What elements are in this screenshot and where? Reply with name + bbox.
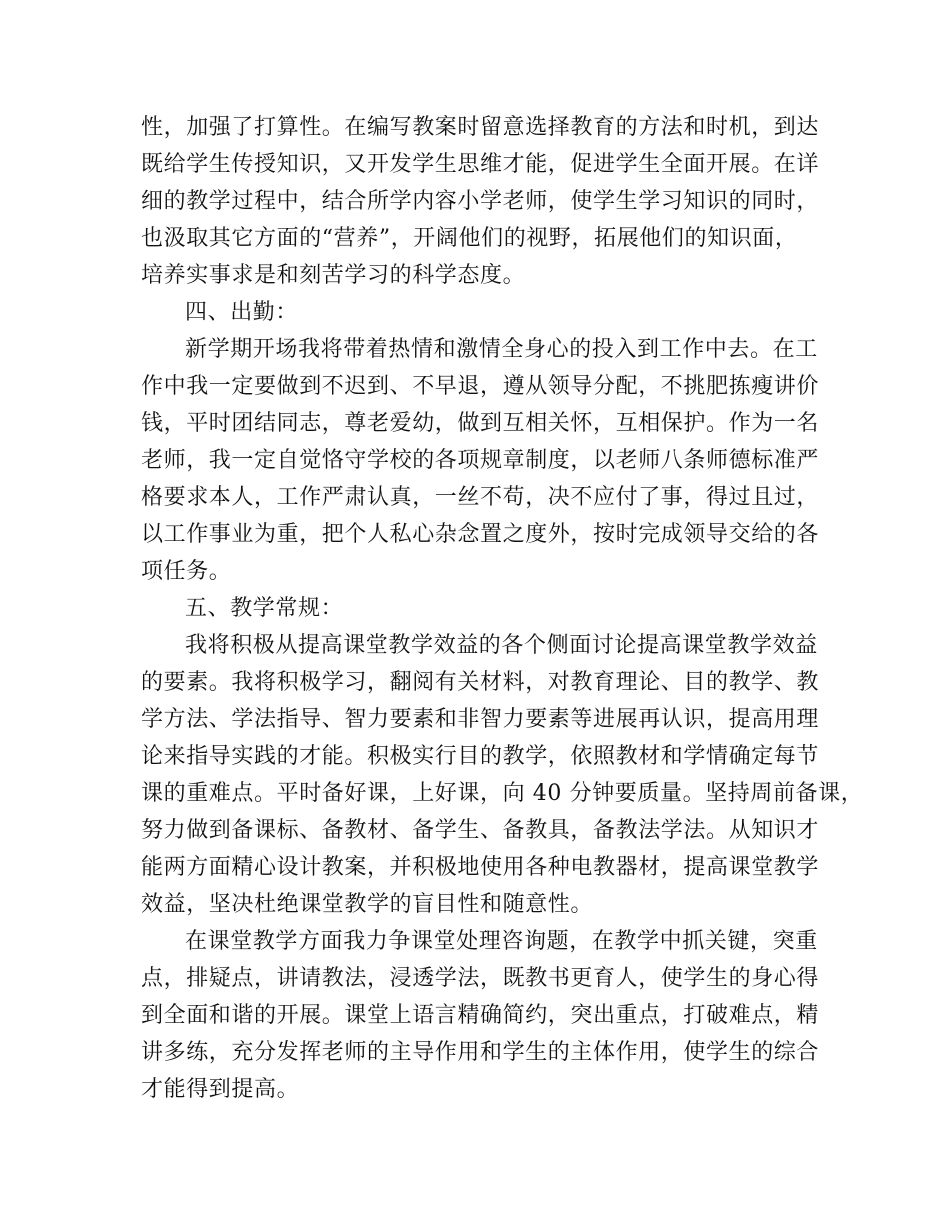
text-line: 以工作事业为重，把个人私心杂念置之度外，按时完成领导交给的各 [141,522,820,547]
section-heading: 四、出勤： [185,300,299,325]
text-line: 也汲取其它方面的“营养”，开阔他们的视野，拓展他们的知识面， [141,226,798,251]
text-line: 能两方面精心设计教案，并积极地使用各种电教器材，提高课堂教学 [141,855,820,880]
text-line: 的要素。我将积极学习，翻阅有关材料，对教育理论、目的教学、教 [141,670,820,695]
text-line: 老师，我一定自觉恪守学校的各项规章制度，以老师八条师德标准严 [141,448,820,473]
section-heading: 五、教学常规： [185,596,344,621]
text-line: 既给学生传授知识，又开发学生思维才能，促进学生全面开展。在详 [141,152,820,177]
text-line: 讲多练，充分发挥老师的主导作用和学生的主体作用，使学生的综合 [141,1040,820,1065]
text-line: 钱，平时团结同志，尊老爱幼，做到互相关怀，互相保护。作为一名 [141,411,820,436]
text-line: 作中我一定要做到不迟到、不早退，遵从领导分配，不挑肥拣瘦讲价 [141,374,820,399]
text-line: 才能得到提高。 [141,1077,300,1102]
text-line: 性，加强了打算性。在编写教案时留意选择教育的方法和时机，到达 [141,115,820,140]
text-line: 课的重难点。平时备好课，上好课，向 40 分钟要质量。坚持周前备课， [141,781,864,806]
text-line: 格要求本人，工作严肃认真，一丝不苟，决不应付了事，得过且过， [141,485,820,510]
text-line: 培养实事求是和刻苦学习的科学态度。 [141,263,526,288]
text-line: 我将积极从提高课堂教学效益的各个侧面讨论提高课堂教学效益 [185,633,818,658]
text-line: 新学期开场我将带着热情和激情全身心的投入到工作中去。在工 [185,337,818,362]
text-line: 细的教学过程中，结合所学内容小学老师，使学生学习知识的同时， [141,189,820,214]
text-line: 效益，坚决杜绝课堂教学的盲目性和随意性。 [141,892,594,917]
text-line: 在课堂教学方面我力争课堂处理咨询题，在教学中抓关键，突重 [185,929,818,954]
text-line: 项任务。 [141,559,232,584]
text-line: 努力做到备课标、备教材、备学生、备教具，备教法学法。从知识才 [141,818,820,843]
text-line: 点，排疑点，讲请教法，浸透学法，既教书更育人，使学生的身心得 [141,966,820,991]
text-line: 论来指导实践的才能。积极实行目的教学，依照教材和学情确定每节 [141,744,820,769]
text-line: 学方法、学法指导、智力要素和非智力要素等进展再认识，提高用理 [141,707,820,732]
text-line: 到全面和谐的开展。课堂上语言精确简约，突出重点，打破难点，精 [141,1003,820,1028]
